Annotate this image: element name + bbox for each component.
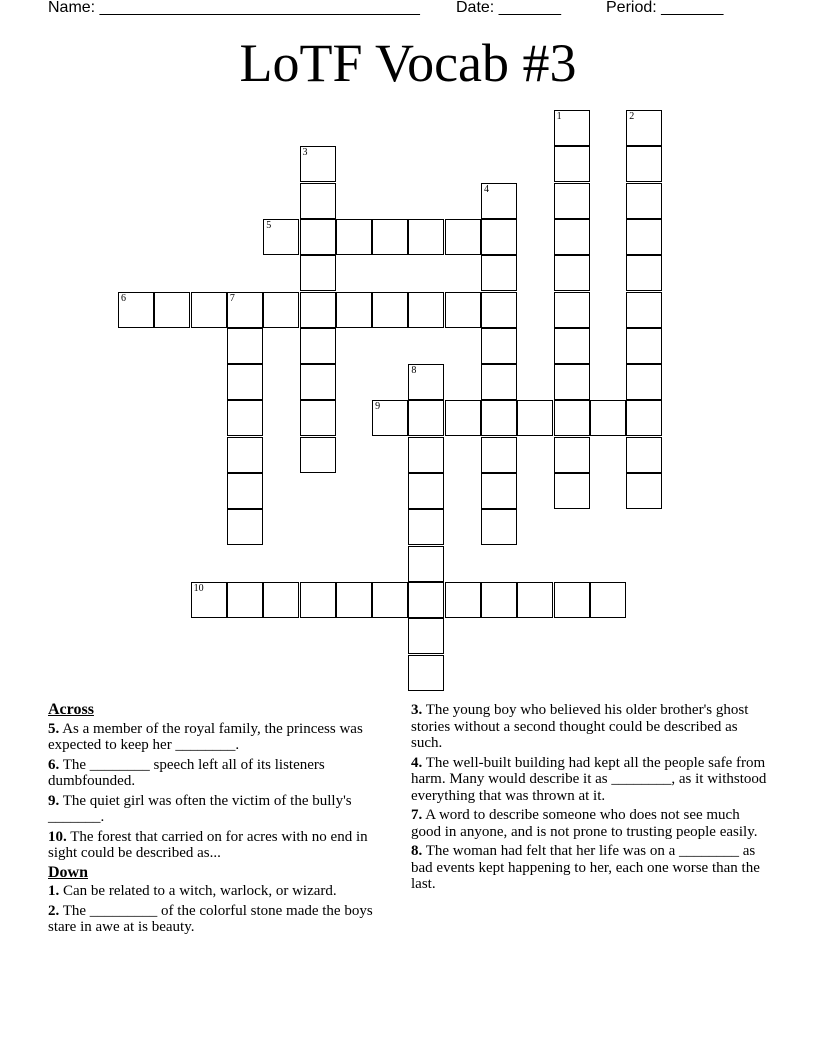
crossword-cell[interactable]: [408, 364, 444, 400]
clue-across-6: 6. The ________ speech left all of its listeners dumbfounded.: [48, 756, 325, 789]
crossword-cell[interactable]: [408, 400, 444, 436]
crossword-cell[interactable]: [554, 255, 590, 291]
crossword-cell[interactable]: [336, 219, 372, 255]
down-heading: Down: [48, 863, 89, 881]
name-field[interactable]: Name: ____________________________________: [48, 0, 420, 16]
crossword-cell[interactable]: [626, 400, 662, 436]
crossword-cell[interactable]: [626, 364, 662, 400]
crossword-cell[interactable]: [408, 437, 444, 473]
clue-number: 10: [193, 582, 204, 594]
crossword-cell[interactable]: [300, 146, 336, 182]
clue-number: 9: [375, 401, 381, 413]
crossword-cell[interactable]: [517, 400, 553, 436]
across-heading: Across: [48, 701, 94, 718]
crossword-cell[interactable]: [481, 219, 517, 255]
crossword-cell[interactable]: [554, 473, 590, 509]
crossword-cell[interactable]: [626, 110, 662, 146]
crossword-cell[interactable]: [445, 400, 481, 436]
crossword-cell[interactable]: [517, 582, 553, 618]
crossword-cell[interactable]: [227, 509, 263, 545]
clue-number: 5: [266, 219, 272, 231]
crossword-cell[interactable]: [408, 618, 444, 654]
crossword-cell[interactable]: [445, 582, 481, 618]
crossword-cell[interactable]: [445, 292, 481, 328]
crossword-cell[interactable]: [481, 473, 517, 509]
crossword-cell[interactable]: [481, 437, 517, 473]
crossword-cell[interactable]: [372, 292, 408, 328]
crossword-cell[interactable]: [300, 183, 336, 219]
crossword-cell[interactable]: [626, 292, 662, 328]
crossword-cell[interactable]: [227, 582, 263, 618]
crossword-cell[interactable]: [336, 582, 372, 618]
crossword-cell[interactable]: [372, 219, 408, 255]
crossword-cell[interactable]: [481, 509, 517, 545]
clue-down-8: 8. The woman had felt that her life was on a ________ as bad events kept happening to her, each one worse than the last.: [411, 843, 760, 892]
clue-number: 4: [484, 183, 489, 195]
crossword-cell[interactable]: [554, 400, 590, 436]
crossword-cell[interactable]: [300, 437, 336, 473]
crossword-cell[interactable]: [445, 219, 481, 255]
crossword-cell[interactable]: [300, 255, 336, 291]
crossword-cell[interactable]: [481, 328, 517, 364]
crossword-cell[interactable]: [118, 292, 154, 328]
clue-number: 2: [629, 111, 635, 122]
clue-number: 1: [556, 111, 562, 122]
clue-number: 7: [229, 292, 235, 304]
crossword-cell[interactable]: [554, 110, 590, 146]
crossword-cell[interactable]: [154, 292, 190, 328]
crossword-cell[interactable]: [408, 292, 444, 328]
crossword-cell[interactable]: [481, 255, 517, 291]
crossword-cell[interactable]: [626, 328, 662, 364]
crossword-cell[interactable]: [191, 292, 227, 328]
period-field[interactable]: Period: _______: [606, 0, 724, 16]
clue-number: 6: [121, 292, 126, 304]
crossword-cell[interactable]: [554, 364, 590, 400]
crossword-cell[interactable]: [300, 364, 336, 400]
crossword-cell[interactable]: [554, 292, 590, 328]
crossword-cell[interactable]: [227, 437, 263, 473]
page-title: LoTF Vocab #3: [239, 33, 577, 93]
crossword-cell[interactable]: [554, 183, 590, 219]
clue-down-3: 3. The young boy who believed his older brother's ghost stories without a second thought could be described as such.: [411, 702, 749, 751]
crossword-cell[interactable]: [300, 400, 336, 436]
clues-column-right: [411, 702, 769, 896]
crossword-cell[interactable]: [408, 655, 444, 691]
crossword-cell[interactable]: [372, 582, 408, 618]
crossword-cell[interactable]: [554, 582, 590, 618]
clue-number: 3: [302, 147, 308, 159]
clue-across-9: 9. The quiet girl was often the victim of the bully's _______.: [48, 792, 352, 825]
crossword-cell[interactable]: [626, 183, 662, 219]
clue-down-1: 1. Can be related to a witch, warlock, or wizard.: [48, 883, 337, 899]
crossword-cell[interactable]: [481, 183, 517, 219]
crossword-cell[interactable]: [626, 146, 662, 182]
crossword-cell[interactable]: [481, 582, 517, 618]
crossword-cell[interactable]: [408, 509, 444, 545]
crossword-cell[interactable]: [481, 400, 517, 436]
clues-column-left: [48, 702, 394, 939]
crossword-cell[interactable]: [590, 400, 626, 436]
crossword-cell[interactable]: [300, 292, 336, 328]
crossword-cell[interactable]: [626, 219, 662, 255]
crossword-cell[interactable]: [626, 255, 662, 291]
crossword-cell[interactable]: [336, 292, 372, 328]
crossword-cell[interactable]: [554, 328, 590, 364]
crossword-cell[interactable]: [554, 219, 590, 255]
crossword-cell[interactable]: [300, 582, 336, 618]
crossword-cell[interactable]: [227, 400, 263, 436]
clue-across-5: 5. As a member of the royal family, the princess was expected to keep her ________.: [48, 720, 363, 753]
crossword-cell[interactable]: [626, 437, 662, 473]
crossword-cell[interactable]: [263, 219, 299, 255]
crossword-cell[interactable]: [626, 473, 662, 509]
clue-across-10: 10. The forest that carried on for acres with no end in sight could be described as...: [48, 828, 368, 861]
clue-number: 8: [411, 365, 417, 377]
clue-down-4: 4. The well-built building had kept all the people safe from harm. Many would describe it as ________, as it withstood everything that was thrown at it.: [411, 754, 767, 804]
crossword-cell[interactable]: [227, 364, 263, 400]
date-field[interactable]: Date: _______: [456, 0, 561, 16]
crossword-cell[interactable]: [300, 219, 336, 255]
crossword-cell[interactable]: [408, 473, 444, 509]
clue-down-2: 2. The _________ of the colorful stone made the boys stare in awe at is beauty.: [48, 902, 373, 935]
crossword-cell[interactable]: [554, 146, 590, 182]
crossword-cell[interactable]: [300, 328, 336, 364]
crossword-cell[interactable]: [590, 582, 626, 618]
crossword-cell[interactable]: [481, 364, 517, 400]
crossword-cell[interactable]: [554, 437, 590, 473]
crossword-cell[interactable]: [481, 292, 517, 328]
crossword-cell[interactable]: [227, 473, 263, 509]
crossword-cell[interactable]: [408, 582, 444, 618]
crossword-cell[interactable]: [191, 582, 227, 618]
crossword-cell[interactable]: [408, 546, 444, 582]
clue-down-7: 7. A word to describe someone who does not see much good in anyone, and is not prone to trusting people easily.: [411, 807, 758, 840]
crossword-cell[interactable]: [227, 328, 263, 364]
crossword-cell[interactable]: [263, 292, 299, 328]
crossword-cell[interactable]: [408, 219, 444, 255]
crossword-cell[interactable]: [263, 582, 299, 618]
crossword-cell[interactable]: [227, 292, 263, 328]
crossword-cell[interactable]: [372, 400, 408, 436]
